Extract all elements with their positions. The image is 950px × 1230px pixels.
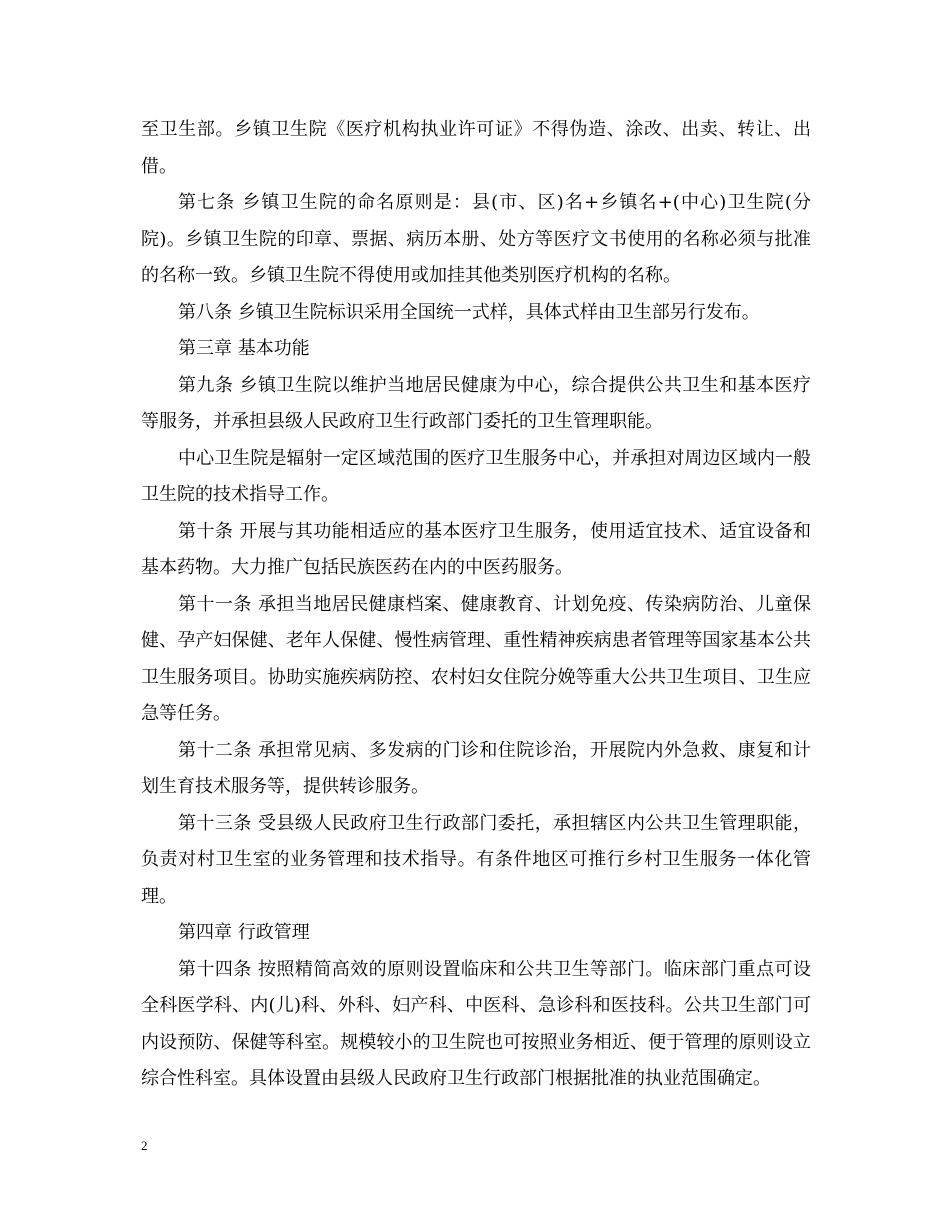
paragraph-article-8: 第八条 乡镇卫生院标识采用全国统一式样，具体式样由卫生部另行发布。 [178, 301, 760, 323]
paragraph-article-14: 第十四条 按照精简高效的原则设置临床和公共卫生等部门。临床部门重点可设全科医学科、内(儿)科、外科、妇产科、中医科、急诊科和医技科。公共卫生部门可内设预防、保健等科室。规模较小的卫生院也可按照业务相近、便于管理的原则设立综合性科室。具体设置由县级人民政府卫生行政部门根据批准的执业范围确定。 [141, 958, 811, 1089]
paragraph-0: 至卫生部。乡镇卫生院《医疗机构执业许可证》不得伪造、涂改、出卖、转让、出借。 [141, 119, 811, 177]
chapter-3-heading: 第三章 基本功能 [178, 338, 310, 359]
page-number: 2 [141, 1138, 148, 1153]
paragraph-article-10: 第十条 开展与其功能相适应的基本医疗卫生服务，使用适宜技术、适宜设备和基本药物。大力推广包括民族医药在内的中医药服务。 [141, 520, 811, 578]
paragraph-article-11: 第十一条 承担当地居民健康档案、健康教育、计划免疫、传染病防治、儿童保健、孕产妇保健、老年人保健、慢性病管理、重性精神疾病患者管理等国家基本公共卫生服务项目。协助实施疾病防控、农村妇女住院分娩等重大公共卫生项目、卫生应急等任务。 [141, 593, 811, 724]
paragraph-central-hospital: 中心卫生院是辐射一定区域范围的医疗卫生服务中心，并承担对周边区域内一般卫生院的技术指导工作。 [141, 447, 811, 505]
chapter-4-heading: 第四章 行政管理 [178, 922, 310, 943]
paragraph-article-12: 第十二条 承担常见病、多发病的门诊和住院诊治，开展院内外急救、康复和计划生育技术服务等，提供转诊服务。 [141, 739, 811, 797]
paragraph-article-7: 第七条 乡镇卫生院的命名原则是：县(市、区)名+乡镇名+(中心)卫生院(分院)。乡镇卫生院的印章、票据、病历本册、处方等医疗文书使用的名称必须与批准的名称一致。乡镇卫生院不得使用或加挂其他类别医疗机构的名称。 [141, 192, 811, 286]
document-body [141, 112, 811, 1098]
paragraph-article-13: 第十三条 受县级人民政府卫生行政部门委托，承担辖区内公共卫生管理职能，负责对村卫生室的业务管理和技术指导。有条件地区可推行乡村卫生服务一体化管理。 [141, 812, 811, 907]
paragraph-article-9: 第九条 乡镇卫生院以维护当地居民健康为中心，综合提供公共卫生和基本医疗等服务，并承担县级人民政府卫生行政部门委托的卫生管理职能。 [141, 374, 811, 432]
